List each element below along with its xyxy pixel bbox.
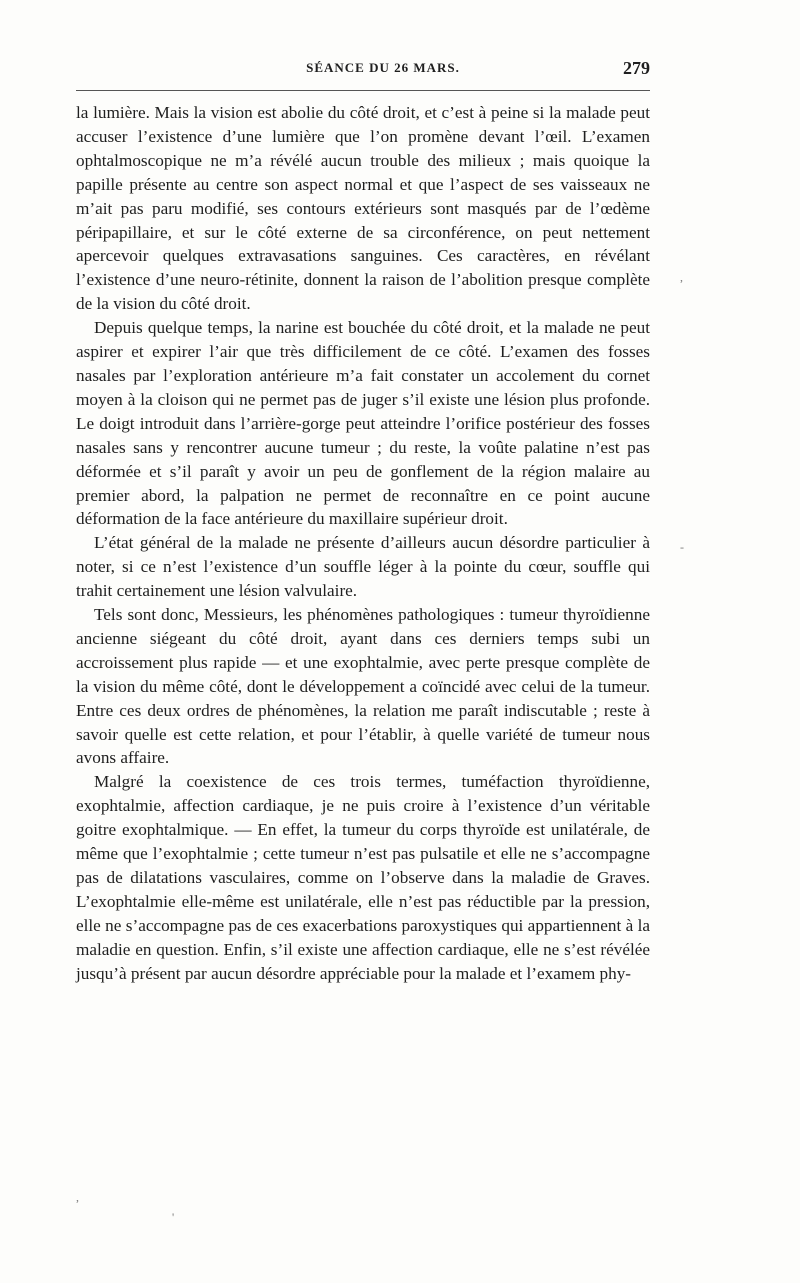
running-title: SÉANCE DU 26 MARS. bbox=[306, 60, 460, 75]
paragraph-1: la lumière. Mais la vision est abolie du côté droit, et c’est à peine si la malade peut accuser l’existence d’une lumière que l’on promène devant l’œil. L’examen ophtalmoscopique ne m’a révélé aucun trouble des milieux ; mais quoique la papille présente au centre son aspect normal et que l’aspect de ses vaisseaux ne m’ait pas paru modifié, ses contours extérieurs sont masqués par de l’œdème péripapillaire, et sur le côté externe de sa circonférence, on peut nettement apercevoir quelques extravasations sanguines. Ces caractères, en révélant l’existence d’une neuro-rétinite, donnent la raison de l’abolition presque complète de la vision du côté droit. bbox=[76, 103, 650, 314]
paragraph-4: Tels sont donc, Messieurs, les phénomènes pathologiques : tumeur thyroïdienne ancienne siégeant du côté droit, ayant dans ces derniers temps subi un accroissement plus rapide — et une exophtalmie, avec perte presque complète de la vision du même côté, dont le développement a coïncidé avec celui de la tumeur. Entre ces deux ordres de phénomènes, la relation me paraît indiscutable ; reste à savoir quelle est cette relation, et pour l’établir, à quelle variété de tumeur nous avons affaire. bbox=[76, 605, 650, 768]
margin-speck: - bbox=[680, 540, 684, 554]
running-head bbox=[76, 58, 650, 84]
margin-speck: , bbox=[680, 270, 683, 284]
paragraph-3: L’état général de la malade ne présente d’ailleurs aucun désordre particulier à noter, si ce n’est l’existence d’un souffle léger à la pointe du cœur, souffle qui trahit certainement une lésion valvulaire. bbox=[76, 533, 650, 601]
margin-speck: , bbox=[76, 1190, 79, 1204]
margin-speck: ' bbox=[172, 1210, 175, 1224]
body-text bbox=[76, 101, 650, 986]
page-number: 279 bbox=[623, 58, 650, 78]
paragraph-5: Malgré la coexistence de ces trois termes, tuméfaction thyroïdienne, exophtalmie, affection cardiaque, je ne puis croire à l’existence d’un véritable goitre exophtalmique. — En effet, la tumeur du corps thyroïde est unilatérale, de même que l’exophtalmie ; cette tumeur n’est pas pulsatile et elle ne s’accompagne pas de dilatations vasculaires, comme on l’observe dans la maladie de Graves. L’exophtalmie elle-même est unilatérale, elle n’est pas réductible par la pression, elle ne s’accompagne pas de ces exacerbations paroxystiques qui appartiennent à la maladie en question. Enfin, s’il existe une affection cardiaque, elle ne s’est révélée jusqu’à présent par aucun désordre appréciable pour la malade et l’examem phy- bbox=[76, 772, 650, 983]
paragraph-2: Depuis quelque temps, la narine est bouchée du côté droit, et la malade ne peut aspirer et expirer l’air que très difficilement de ce côté. L’examen des fosses nasales par l’exploration antérieure m’a fait constater un accolement du cornet moyen à la cloison qui ne permet pas de juger s’il existe une lésion plus profonde. Le doigt introduit dans l’arrière-gorge peut atteindre l’orifice postérieur des fosses nasales sans y rencontrer aucune tumeur ; du reste, la voûte palatine n’est pas déformée et s’il paraît y avoir un peu de gonflement de la région malaire au premier abord, la palpation ne permet de reconnaître en ce point aucune déformation de la face antérieure du maxillaire supérieur droit. bbox=[76, 318, 650, 529]
header-rule bbox=[76, 90, 650, 91]
